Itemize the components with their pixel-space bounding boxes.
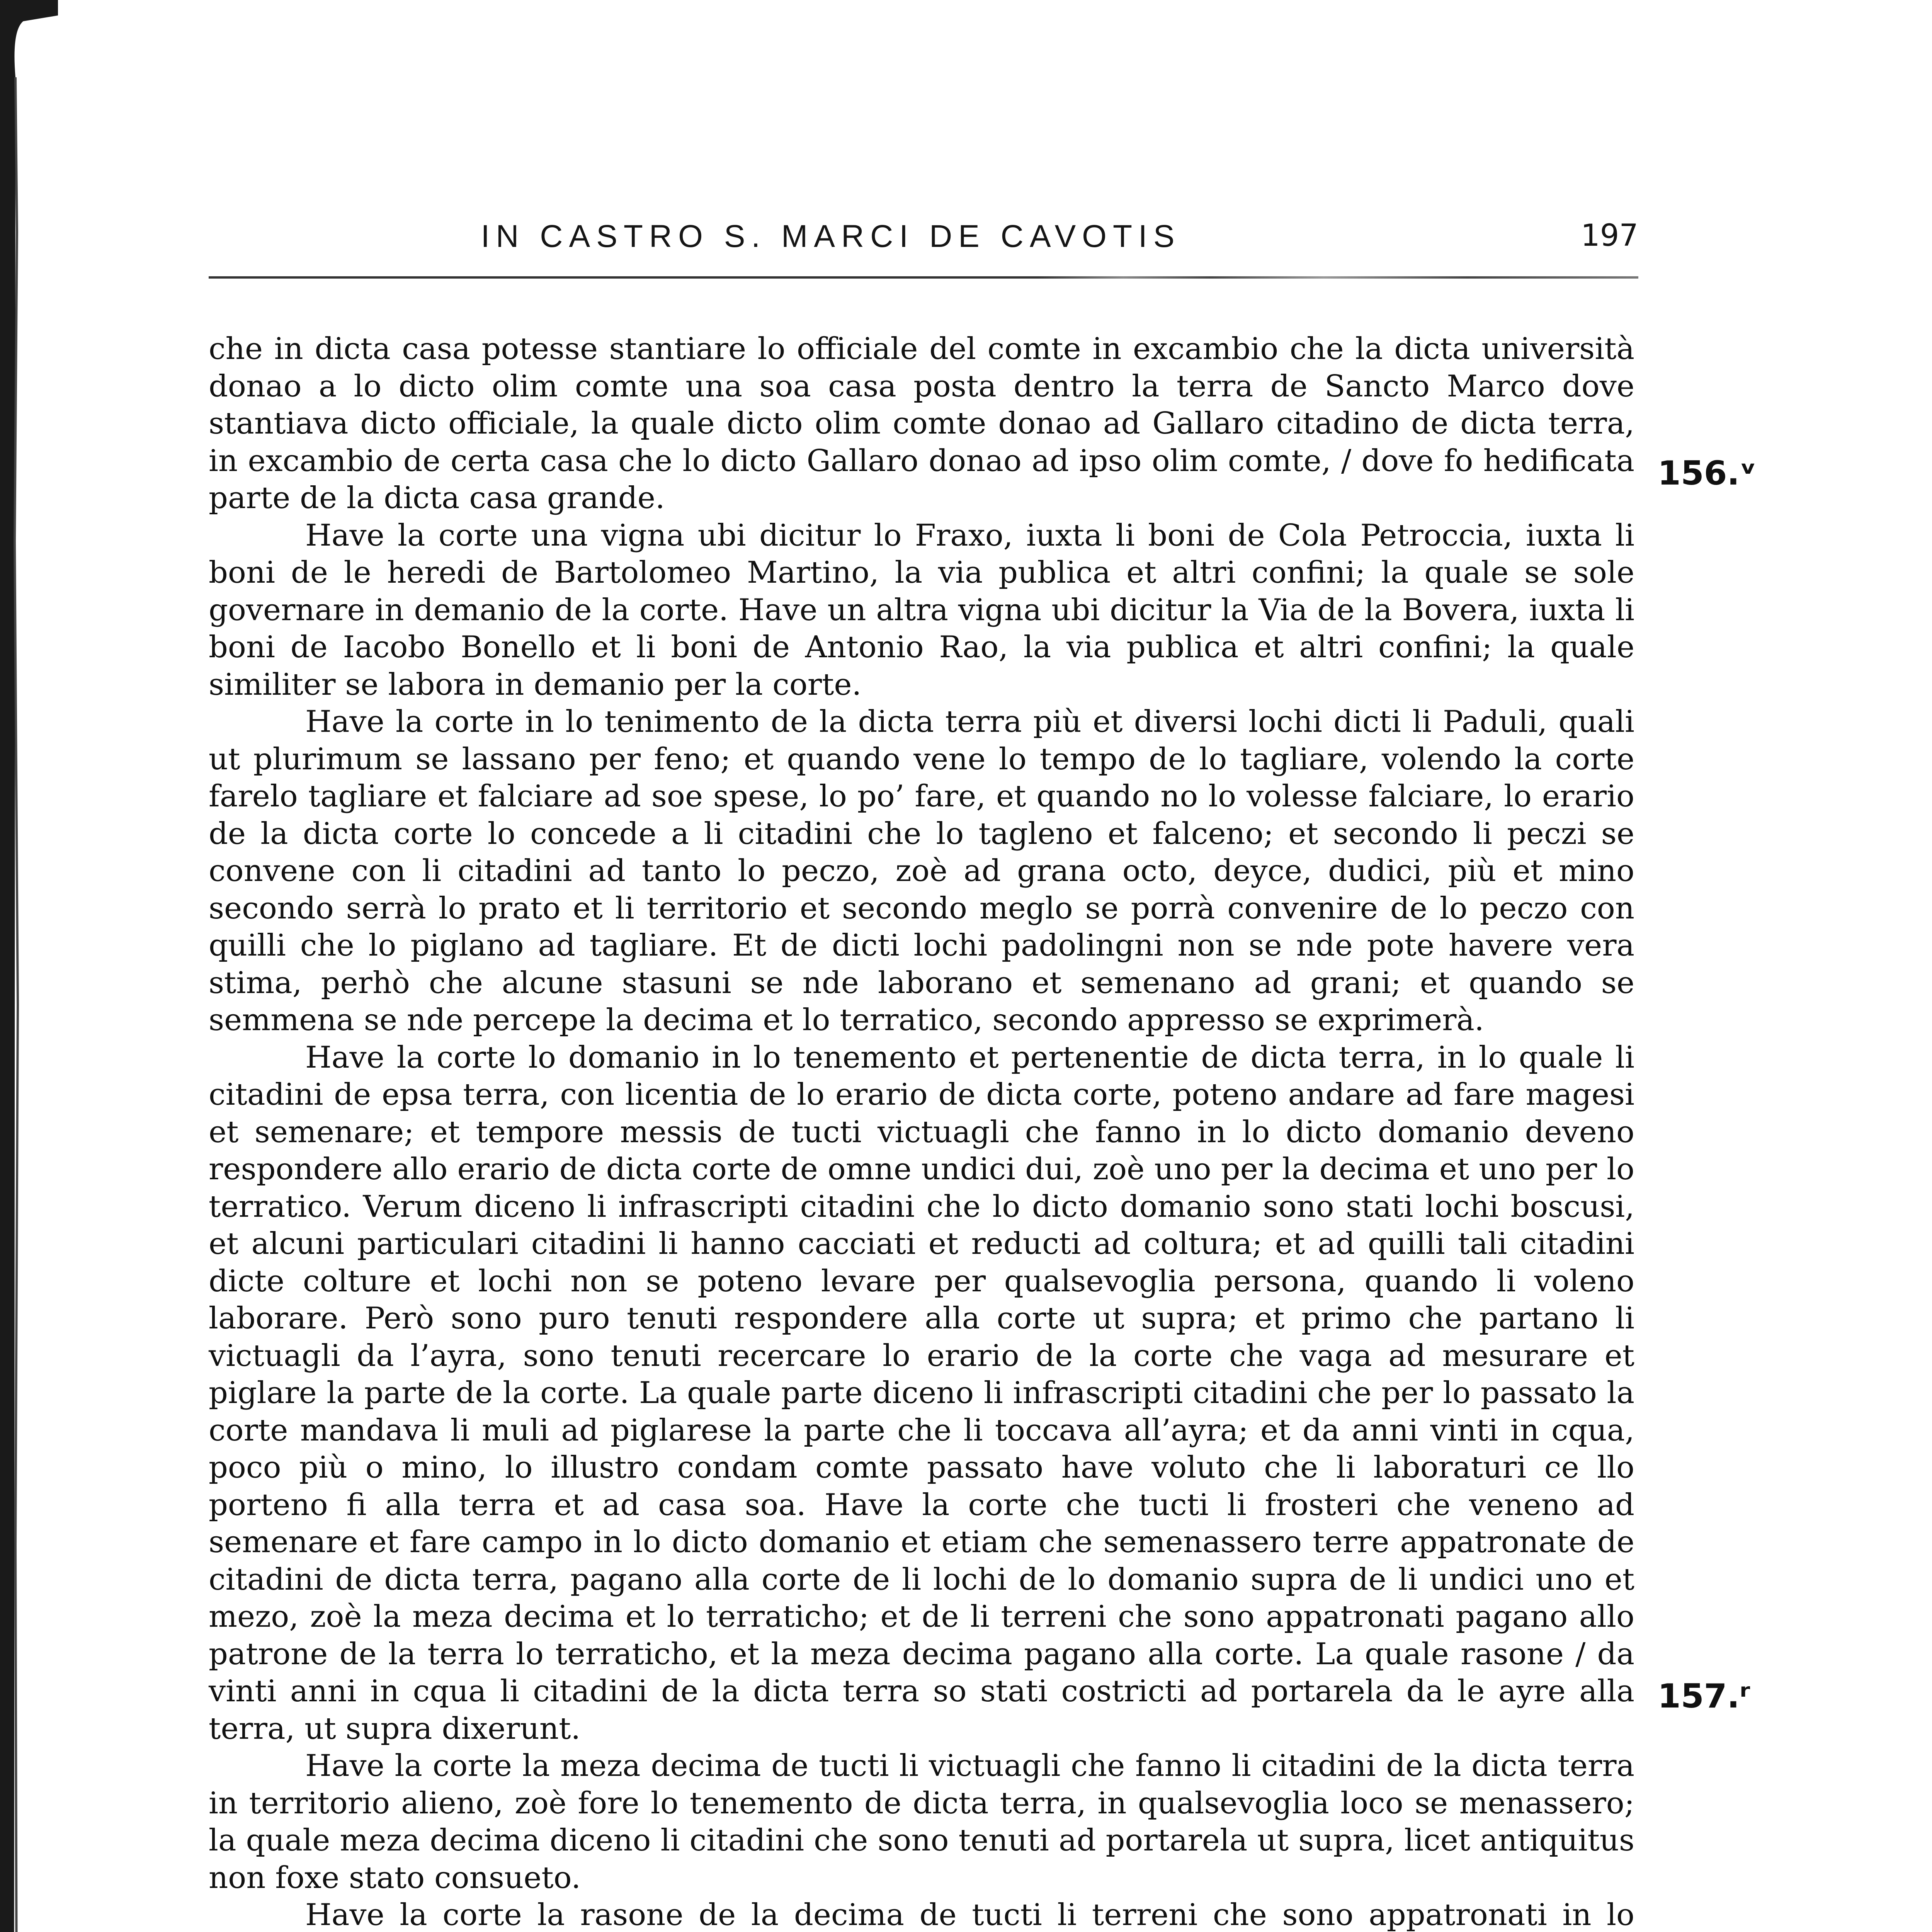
paragraph-2: Have la corte una vigna ubi dicitur lo Fraxo, iuxta li boni de Cola Petroccia, iuxta li boni de le heredi de Bartolomeo Martino, la via publica et altri confini; la quale se sole governare in demanio de la corte. Have un altra vigna ubi dicitur la Via de la Bovera, iuxta li boni de Iacobo Bonello et li boni de Antonio Rao, la via publica et altri confini; la quale similiter se labora in demanio per la corte. [209, 518, 1634, 702]
folio-marker-156v: 156.ᵛ [1658, 454, 1757, 493]
paragraph-6: Have la corte la rasone de la decima de tucti li terreni che sono appatronati in lo [305, 1898, 1634, 1932]
binding-edge-shadow [0, 0, 58, 1932]
main-text [209, 330, 1634, 1932]
paragraph-1: che in dicta casa potesse stantiare lo officiale del comte in excambio che la dicta università donao a lo dicto olim comte una soa casa posta dentro la terra de Sancto Marco dove stantiava dicto officiale, la quale dicto olim comte donao ad Gallaro citadino de dicta terra, in excambio de certa casa che lo dicto Gallaro donao ad ipso olim comte, / dove fo hedificata parte de la dicta casa grande. [209, 332, 1634, 515]
header-rule [209, 276, 1638, 279]
folio-marker-157r: 157.ʳ [1658, 1677, 1750, 1716]
running-title: IN CASTRO S. MARCI DE CAVOTIS [481, 219, 1181, 254]
paragraph-5: Have la corte la meza decima de tucti li victuagli che fanno li citadini de la dicta terra in territorio alieno, zoè fore lo tenemento de dicta terra, in qualsevoglia loco se menassero; la quale meza decima diceno li citadini che sono tenuti ad portarela ut supra, licet antiquitus non foxe stato consueto. [209, 1748, 1634, 1895]
paragraph-3: Have la corte in lo tenimento de la dicta terra più et diversi lochi dicti li Paduli, quali ut plurimum se lassano per feno; et quando vene lo tempo de lo tagliare, volendo la corte farelo tagliare et falciare ad soe spese, lo po’ fare, et quando no lo volesse falciare, lo erario de la dicta corte lo concede a li citadini che lo tagleno et falceno; et secondo li peczi se convene con li citadini ad tanto lo peczo, zoè ad grana octo, deyce, dudici, più et mino secondo serrà lo prato et li territorio et secondo meglo se porrà convenire de lo peczo con quilli che lo piglano ad tagliare. Et de dicti lochi padolingni non se nde pote havere vera stima, perhò che alcune stasuni se nde laborano et semenano ad grani; et quando se semmena se nde percepe la decima et lo terratico, secondo appresso se exprimerà. [209, 704, 1634, 1037]
page-header [209, 209, 1638, 267]
page-number: 197 [1581, 218, 1638, 253]
paragraph-4: Have la corte lo domanio in lo tenemento et pertenentie de dicta terra, in lo quale li citadini de epsa terra, con licentia de lo erario de dicta corte, poteno andare ad fare magesi et semenare; et tempore messis de tucti victuagli che fanno in lo dicto domanio deveno respondere allo erario de dicta corte de omne undici dui, zoè uno per la decima et uno per lo terratico. Verum diceno li infrascripti citadini che lo dicto domanio sono stati lochi boscusi, et alcuni particulari citadini li hanno cacciati et reducti ad coltura; et ad quilli tali citadini dicte colture et lochi non se poteno levare per qualsevoglia persona, quando li voleno laborare. Però sono puro tenuti respondere alla corte ut supra; et primo che partano li victuagli da l’ayra, sono tenuti recercare lo erario de la corte che vaga ad mesurare et piglare la parte de la corte. La quale parte diceno li infrascripti citadini che per lo passato la corte mandava li muli ad piglarese la parte che li toccava all’ayra; et da anni vinti in cqua, poco più o mino, lo illustro condam comte passato have voluto che li laboraturi ce llo porteno fi alla terra et ad casa soa. Have la corte che tucti li frosteri che veneno ad semenare et fare campo in lo dicto domanio et etiam che semenassero terre appatronate de citadini de dicta terra, pagano alla corte de li lochi de lo domanio supra de li undici uno et mezo, zoè la meza decima et lo terraticho; et de li terreni che sono appatronati pagano allo patrone de la terra lo terraticho, et la meza decima pagano alla corte. La quale rasone / da vinti anni in cqua li citadini de la dicta terra so stati costricti ad portarela da le ayre alla terra, ut supra dixerunt. [209, 1040, 1634, 1746]
